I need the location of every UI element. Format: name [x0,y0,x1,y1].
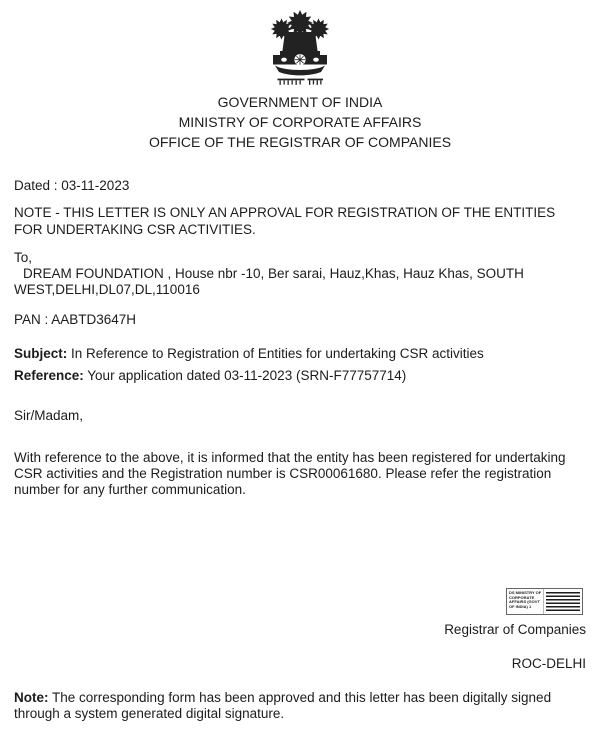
letterhead-line-ministry: MINISTRY OF CORPORATE AFFAIRS [178,114,422,130]
letterhead [14,92,586,152]
subject-text: In Reference to Registration of Entities for undertaking CSR activities [67,346,484,361]
addressee-block [14,250,586,298]
reference-text: Your application dated 03-11-2023 (SRN-F77757714) [83,368,407,383]
satyameva-jayate-motto [278,79,324,85]
salutation: Sir/Madam, [14,408,84,423]
footer-note [14,690,586,722]
to-label: To, [14,250,33,265]
roc-office: ROC-DELHI [511,656,586,671]
signatory-title: Registrar of Companies [444,622,586,637]
footer-note-text: The corresponding form has been approved and this letter has been digitally signed through a system generated digital signature. [14,690,552,721]
reference-label: Reference: [14,368,84,383]
letterhead-line-government: GOVERNMENT OF INDIA [217,94,383,110]
footer-note-label: Note: [14,690,49,705]
digital-signature-stamp [506,588,583,615]
letter-body: With reference to the above, it is informed that the entity has been registered for undertaking CSR activities and the Registration number is CSR00061680. Please refer the registration number for any further communication. [14,450,566,497]
pan-line: PAN : AABTD3647H [14,312,137,327]
addressee-text: DREAM FOUNDATION , House nbr -10, Ber sarai, Hauz,Khas, Hauz Khas, SOUTH WEST,DELHI,DL07,DL,110016 [14,266,524,297]
subject-label: Subject: [14,346,68,361]
dated-line: Dated : 03-11-2023 [14,178,130,193]
emblem-block [14,8,586,90]
stamp-signer-text: DS MINISTRY OF CORPORATE AFFAIRS (GOVT OF INDIA) 1 [507,589,544,614]
subject-line [14,346,586,362]
reference-line [14,368,586,384]
state-emblem-icon [260,8,340,86]
letterhead-line-office: OFFICE OF THE REGISTRAR OF COMPANIES [148,134,452,150]
approval-note: NOTE - THIS LETTER IS ONLY AN APPROVAL FOR REGISTRATION OF THE ENTITIES FOR UNDERTAKING CSR ACTIVITIES. [14,205,556,237]
signature-block [14,588,586,615]
stamp-signature-smudge [546,592,580,611]
